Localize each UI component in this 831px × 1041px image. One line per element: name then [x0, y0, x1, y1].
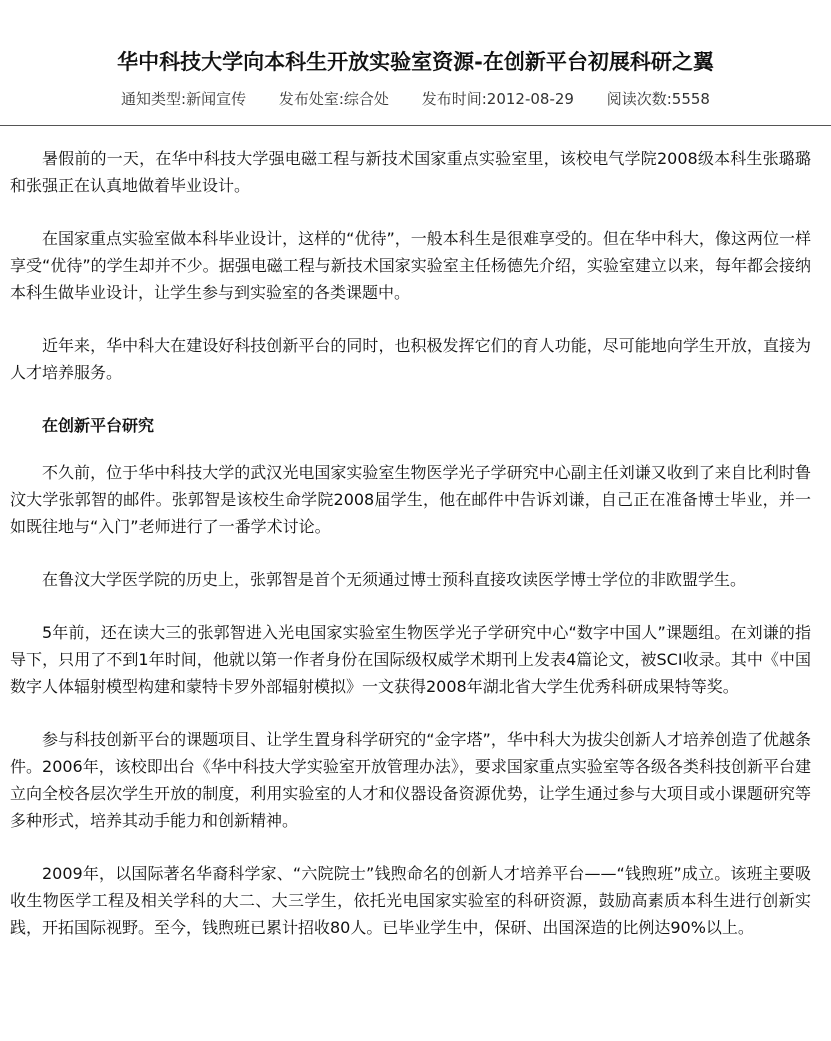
- article-title: 华中科技大学向本科生开放实验室资源-在创新平台初展科研之翼: [117, 50, 714, 74]
- paragraph: 近年来，华中科大在建设好科技创新平台的同时，也积极发挥它们的育人功能，尽可能地向学生开放，直接为人才培养服务。: [10, 336, 811, 382]
- meta-view-count: 阅读次数:5558: [606, 90, 710, 108]
- paragraph: 参与科技创新平台的课题项目、让学生置身科学研究的“金字塔”，华中科大为拔尖创新人才培养创造了优越条件。2006年，该校即出台《华中科技大学实验室开放管理办法》，要求国家重点实验室等各级各类科技创新平台建立向全校各层次学生开放的制度，利用实验室的人才和仪器设备资源优势，让学生通过参与大项目或小课题研究等多种形式，培养其动手能力和创新精神。: [10, 730, 811, 830]
- paragraph: 2009年，以国际著名华裔科学家、“六院院士”钱煦命名的创新人才培养平台——“钱煦班”成立。该班主要吸收生物医学工程及相关学科的大二、大三学生，依托光电国家实验室的科研资源，鼓励高素质本科生进行创新实践，开拓国际视野。至今，钱煦班已累计招收80人。已毕业学生中，保研、出国深造的比例达90%以上。: [10, 864, 811, 937]
- article-body: [10, 145, 811, 967]
- article-meta: [0, 88, 831, 110]
- paragraph: 在国家重点实验室做本科毕业设计，这样的“优待”，一般本科生是很难享受的。但在华中科大，像这两位一样享受“优待”的学生却并不少。据强电磁工程与新技术国家实验室主任杨德先介绍，实验室建立以来，每年都会接纳本科生做毕业设计，让学生参与到实验室的各类课题中。: [10, 229, 811, 302]
- meta-notice-type: 通知类型:新闻宣传: [121, 90, 247, 108]
- meta-publish-date: 发布时间:2012-08-29: [421, 90, 574, 108]
- paragraph: 不久前，位于华中科技大学的武汉光电国家实验室生物医学光子学研究中心副主任刘谦又收到了来自比利时鲁汶大学张郭智的邮件。张郭智是该校生命学院2008届学生，他在邮件中告诉刘谦，自己正在准备博士毕业，并一如既往地与“入门”老师进行了一番学术讨论。: [10, 463, 811, 536]
- paragraph: 5年前，还在读大三的张郭智进入光电国家实验室生物医学光子学研究中心“数字中国人”课题组。在刘谦的指导下，只用了不到1年时间，他就以第一作者身份在国际级权威学术期刊上发表4篇论文，被SCI收录。其中《中国数字人体辐射模型构建和蒙特卡罗外部辐射模拟》一文获得2008年湖北省大学生优秀科研成果特等奖。: [10, 623, 811, 696]
- meta-publishing-office: 发布处室:综合处: [278, 90, 389, 108]
- section-heading: 在创新平台研究: [42, 416, 155, 435]
- paragraph: 暑假前的一天，在华中科技大学强电磁工程与新技术国家重点实验室里，该校电气学院2008级本科生张璐璐和张强正在认真地做着毕业设计。: [10, 149, 811, 195]
- header-divider: [0, 125, 831, 126]
- paragraph: 在鲁汶大学医学院的历史上，张郭智是首个无须通过博士预科直接攻读医学博士学位的非欧盟学生。: [42, 570, 747, 589]
